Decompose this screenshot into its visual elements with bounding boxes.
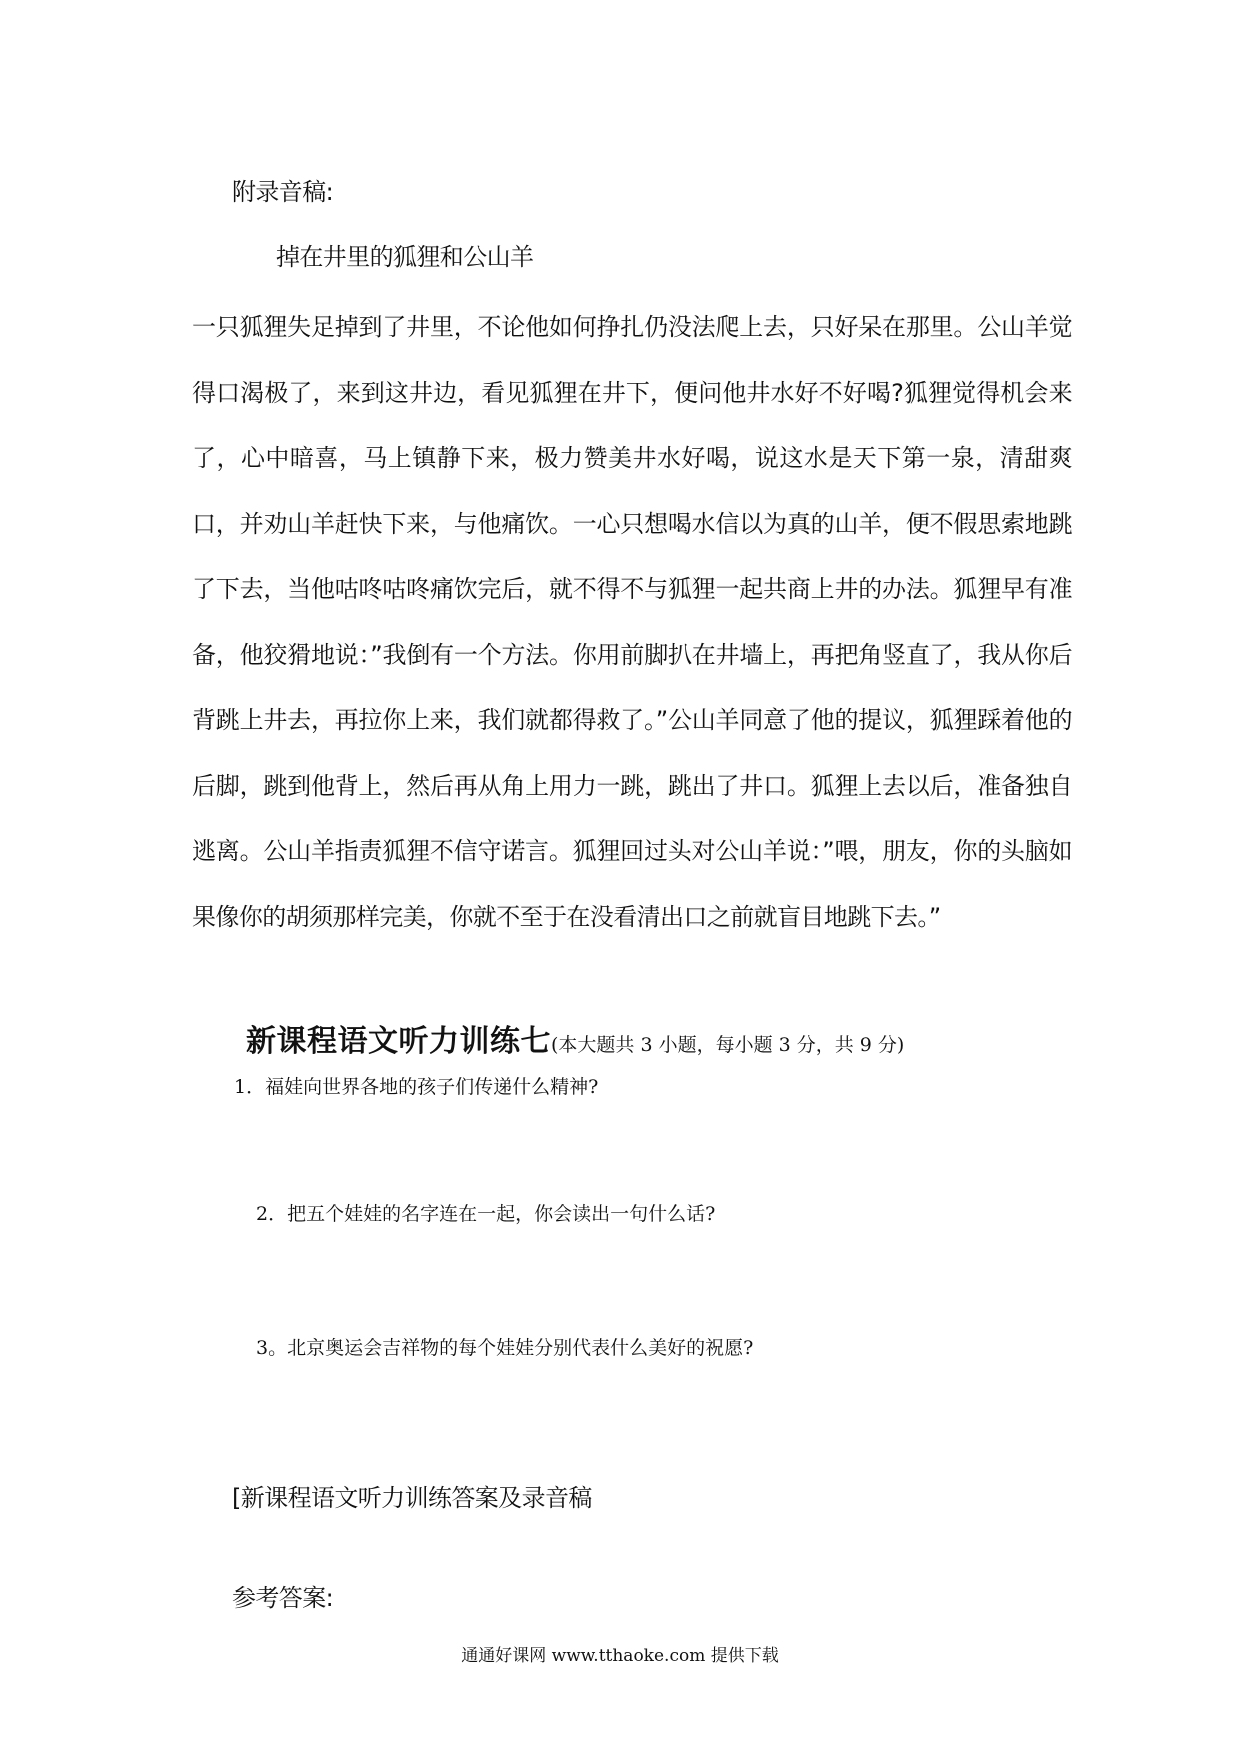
appendix-label: 附录音稿:: [232, 178, 334, 206]
page-footer: 通通好课网 www.tthaoke.com 提供下载: [461, 1646, 779, 1666]
reference-answers-label: 参考答案:: [232, 1584, 334, 1612]
answers-heading: [新课程语文听力训练答案及录音稿: [232, 1484, 592, 1512]
question-3: 3。北京奥运会吉祥物的每个娃娃分别代表什么美好的祝愿?: [256, 1337, 754, 1359]
question-1: 1．福娃向世界各地的孩子们传递什么精神?: [234, 1076, 599, 1098]
section-note: (本大题共 3 小题，每小题 3 分，共 9 分): [551, 1034, 905, 1056]
question-2: 2．把五个娃娃的名字连在一起，你会读出一句什么话?: [256, 1203, 716, 1225]
story-body: 一只狐狸失足掉到了井里，不论他如何挣扎仍没法爬上去，只好呆在那里。公山羊觉得口渴极了，来到这井边，看见狐狸在井下，便问他井水好不好喝?狐狸觉得机会来了，心中暗喜，马上镇静下来，极力赞美井水好喝，说这水是天下第一泉，清甜爽口，并劝山羊赶快下来，与他痛饮。一心只想喝水信以为真的山羊，便不假思索地跳了下去，当他咕咚咕咚痛饮完后，就不得不与狐狸一起共商上井的办法。狐狸早有准备，他狡猾地说：”我倒有一个方法。你用前脚扒在井墙上，再把角竖直了，我从你后背跳上井去，再拉你上来，我们就都得救了。”公山羊同意了他的提议，狐狸踩着他的后脚，跳到他背上，然后再从角上用力一跳，跳出了井口。狐狸上去以后，准备独自逃离。公山羊指责狐狸不信守诺言。狐狸回过头对公山羊说：”喂，朋友，你的头脑如果像你的胡须那样完美，你就不至于在没看清出口之前就盲目地跳下去。”: [192, 313, 1072, 931]
story-title: 掉在井里的狐狸和公山羊: [276, 243, 534, 271]
section-heading: [246, 1016, 904, 1060]
section-title: 新课程语文听力训练七: [246, 1024, 551, 1059]
